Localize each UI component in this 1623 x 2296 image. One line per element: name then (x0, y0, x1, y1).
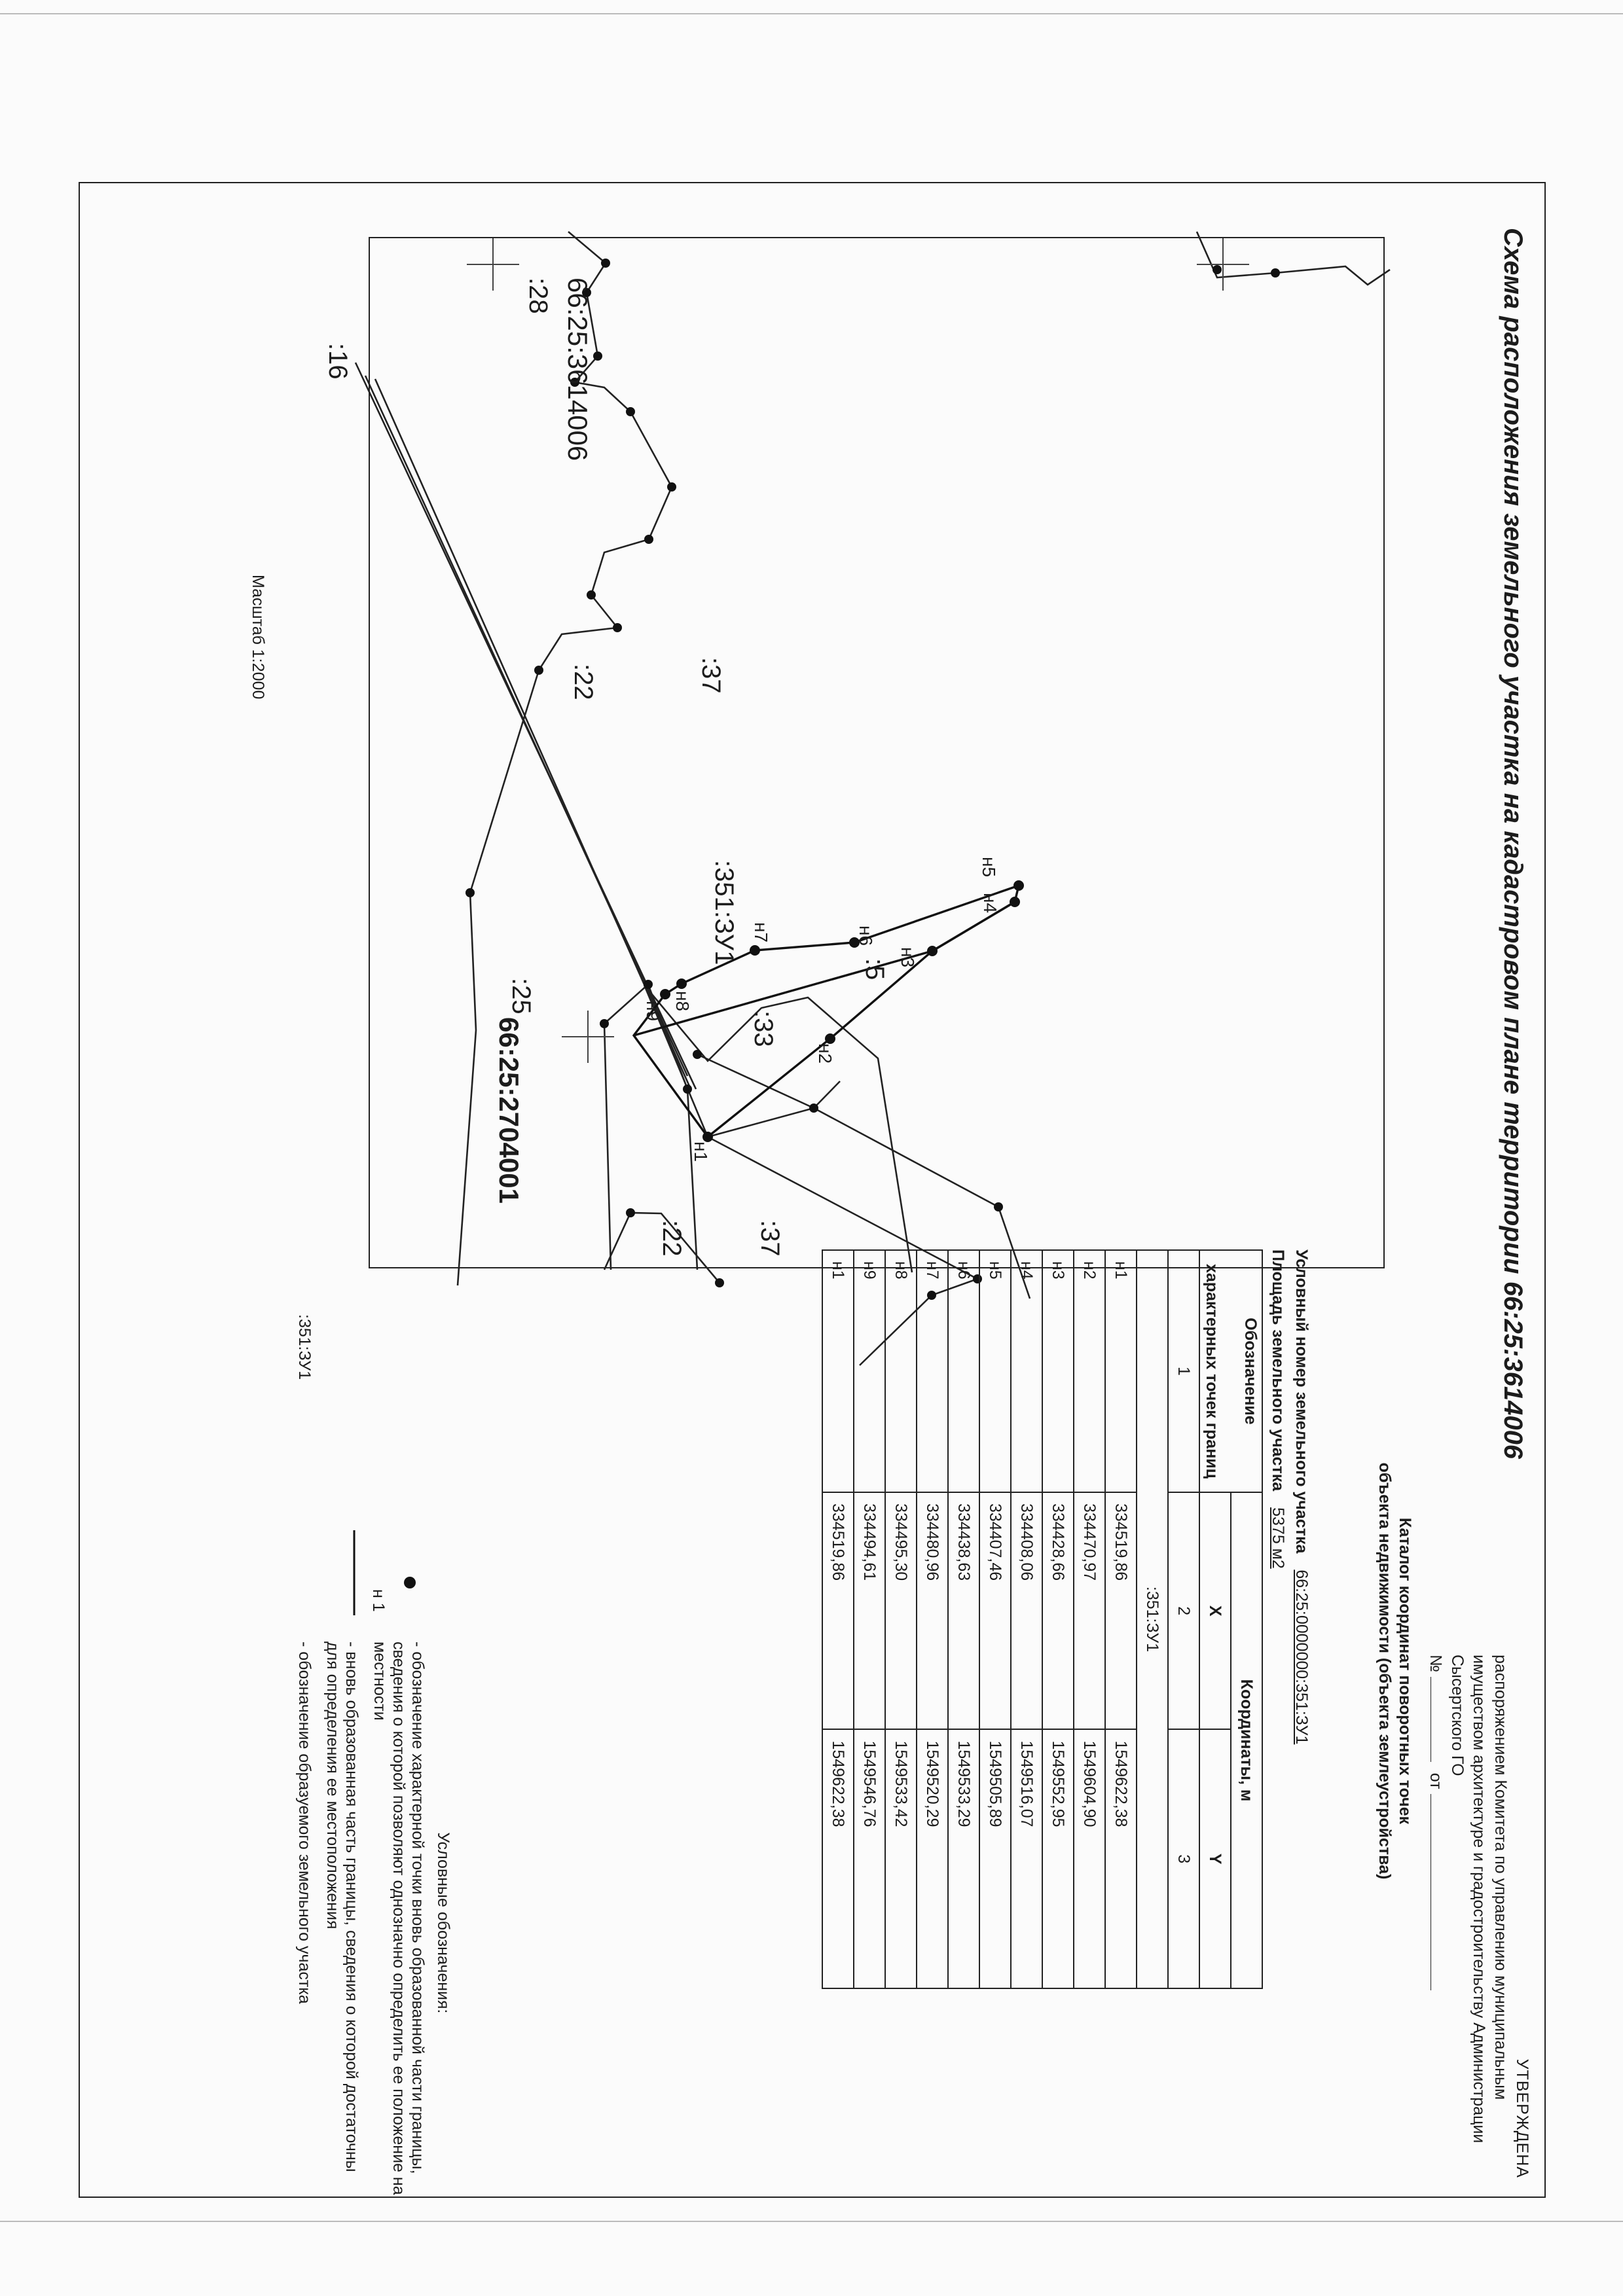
parcel-label-25: :25 (507, 978, 536, 1014)
parcel-label-33: :33 (749, 1011, 778, 1047)
conditional-number-row (1289, 1249, 1313, 1989)
legend-text-new-point: - обозначение характерной точки вновь образованной части границы, сведения о которой позволяют однозначно определить ее положение на местности (371, 1641, 427, 2195)
table-row (1105, 1250, 1137, 1988)
scan-edge-top (0, 13, 1623, 14)
table-row (979, 1250, 1011, 1988)
cell-point: н7 (917, 1250, 948, 1492)
cell-x: 334438,63 (948, 1492, 979, 1729)
table-number-row (1168, 1250, 1199, 1988)
legend-symbol-point-label: н 1 (369, 1589, 388, 1612)
parcel-label-37a: :37 (697, 657, 725, 694)
table-row (1011, 1250, 1042, 1988)
legend (287, 1314, 452, 2204)
cell-x: 334407,46 (979, 1492, 1011, 1729)
cell-y: 1549546,76 (854, 1729, 885, 1988)
legend-text-parcel: - обозначение образуемого земельного участка (295, 1641, 314, 2004)
table-row (948, 1250, 979, 1988)
point-label-n6: н6 (856, 925, 876, 946)
parcel-label-351-zu1: :351:ЗУ1 (710, 860, 739, 965)
cell-point: н9 (854, 1250, 885, 1492)
legend-point-marker (390, 1367, 429, 1628)
approval-stamp (1425, 1655, 1533, 2178)
cell-x: 334495,30 (885, 1492, 917, 1729)
catalog-title-line2: объекта недвижимости (объекта землеустройства) (1376, 1462, 1394, 1880)
cell-point: н3 (1042, 1250, 1074, 1492)
table-row (822, 1250, 854, 1988)
rotated-content (79, 182, 1546, 2198)
quarter-label-top: 66:25:3614006 (562, 278, 593, 461)
point-label-n4: н4 (980, 893, 1000, 914)
point-label-n3: н3 (898, 947, 918, 968)
conditional-number-value: 66:25:0000000:351:ЗУ1 (1292, 1570, 1311, 1745)
cadastral-map (323, 237, 1385, 1268)
section-label: :351:ЗУ1 (1137, 1250, 1168, 1988)
approval-number-prefix: № (1427, 1655, 1445, 1672)
cell-y: 1549505,89 (979, 1729, 1011, 1988)
approval-text: распоряжением Комитета по управлению муниципальным имуществом архитектуре и градостроительству Администрации Сысертского ГО (1448, 1655, 1510, 2144)
point-label-n8: н8 (672, 991, 693, 1012)
legend-title: Условные обозначения: (434, 1832, 452, 2014)
legend-item-new-boundary (323, 1641, 361, 2204)
point-label-n2: н2 (815, 1043, 835, 1064)
point-label-n5: н5 (979, 857, 999, 878)
col-number-3: 3 (1168, 1729, 1199, 1988)
table-row (1042, 1250, 1074, 1988)
catalog-title-line1: Каталог координат поворотных точек (1396, 1517, 1414, 1825)
cell-point: н2 (1074, 1250, 1105, 1492)
parcel-label-16: :16 (323, 343, 352, 380)
coordinates-catalog (822, 1249, 1313, 1989)
col-designation-sub: характерных точек границ (1203, 1263, 1221, 1479)
area-row (1266, 1249, 1289, 1989)
parcel-label-22a: :22 (569, 664, 598, 700)
point-label-n1: н1 (691, 1141, 711, 1162)
cell-point: н4 (1011, 1250, 1042, 1492)
coordinates-table (822, 1249, 1263, 1989)
legend-symbol-point (386, 1367, 429, 1628)
parcel-label-22b: :22 (657, 1220, 686, 1257)
col-header-y: Y (1199, 1729, 1231, 1988)
table-row (885, 1250, 917, 1988)
parcel-label-37b: :37 (756, 1220, 784, 1257)
quarter-label-bottom: 66:25:2704001 (494, 1017, 524, 1204)
cell-point: н8 (885, 1250, 917, 1492)
approval-number-line (1425, 1655, 1446, 2178)
table-row (917, 1250, 948, 1988)
cell-y: 1549552,95 (1042, 1729, 1074, 1988)
cell-x: 334519,86 (822, 1492, 854, 1729)
col-designation: Обозначение (1241, 1318, 1260, 1425)
cell-y: 1549622,38 (822, 1729, 854, 1988)
parcel-label-5: :5 (860, 958, 889, 980)
cell-point: н5 (979, 1250, 1011, 1492)
col-header-x: X (1199, 1492, 1231, 1729)
cell-y: 1549533,42 (885, 1729, 917, 1988)
area-label: Площадь земельного участка (1269, 1249, 1287, 1492)
boundary-28 (1197, 232, 1390, 285)
cell-y: 1549622,38 (1105, 1729, 1137, 1988)
cell-x: 334519,86 (1105, 1492, 1137, 1729)
point-label-n9: н9 (643, 1001, 663, 1022)
legend-symbol-parcel: :351:ЗУ1 (295, 1314, 314, 1380)
map-svg (323, 238, 1383, 1270)
cell-x: 334480,96 (917, 1492, 948, 1729)
cell-y: 1549516,07 (1011, 1729, 1042, 1988)
cell-y: 1549533,29 (948, 1729, 979, 1988)
cell-y: 1549520,29 (917, 1729, 948, 1988)
col-header-designation (1199, 1250, 1262, 1492)
col-number-1: 1 (1168, 1250, 1199, 1492)
cell-x: 334408,06 (1011, 1492, 1042, 1729)
area-value: 5375 м2 (1269, 1507, 1287, 1569)
col-number-2: 2 (1168, 1492, 1199, 1729)
scan-edge-bottom (0, 2221, 1623, 2222)
legend-item-new-point (369, 1589, 427, 2204)
cell-x: 334470,97 (1074, 1492, 1105, 1729)
approval-date-prefix: от (1427, 1772, 1445, 1789)
cell-point: н1 (822, 1250, 854, 1492)
col-header-coordinates: Координаты, м (1231, 1492, 1262, 1988)
catalog-title (1374, 1262, 1415, 2080)
map-scale: Масштаб 1:2000 (249, 575, 267, 700)
legend-line-sample (328, 1367, 361, 1628)
document-title: Схема расположения земельного участка на кадастровом плане территории 66:25:3614006 (1499, 228, 1527, 1460)
approval-heading: УТВЕРЖДЕНА (1513, 2058, 1531, 2178)
cell-point: н6 (948, 1250, 979, 1492)
cell-point: н1 (1105, 1250, 1137, 1492)
cell-x: 334428,66 (1042, 1492, 1074, 1729)
legend-text-new-boundary: - вновь образованная часть границы, сведения о которой достаточны для определения ее местоположения (323, 1641, 361, 2172)
table-row (1074, 1250, 1105, 1988)
cell-y: 1549604,90 (1074, 1729, 1105, 1988)
table-row (854, 1250, 885, 1988)
legend-item-parcel (287, 1314, 314, 2204)
legend-symbol-line (323, 1367, 361, 1628)
table-header-row (1231, 1250, 1262, 1988)
cell-x: 334494,61 (854, 1492, 885, 1729)
parcel-label-28: :28 (524, 278, 553, 314)
point-label-n7: н7 (751, 922, 771, 943)
conditional-number-label: Условный номер земельного участка (1292, 1249, 1311, 1554)
table-section-row (1137, 1250, 1168, 1988)
